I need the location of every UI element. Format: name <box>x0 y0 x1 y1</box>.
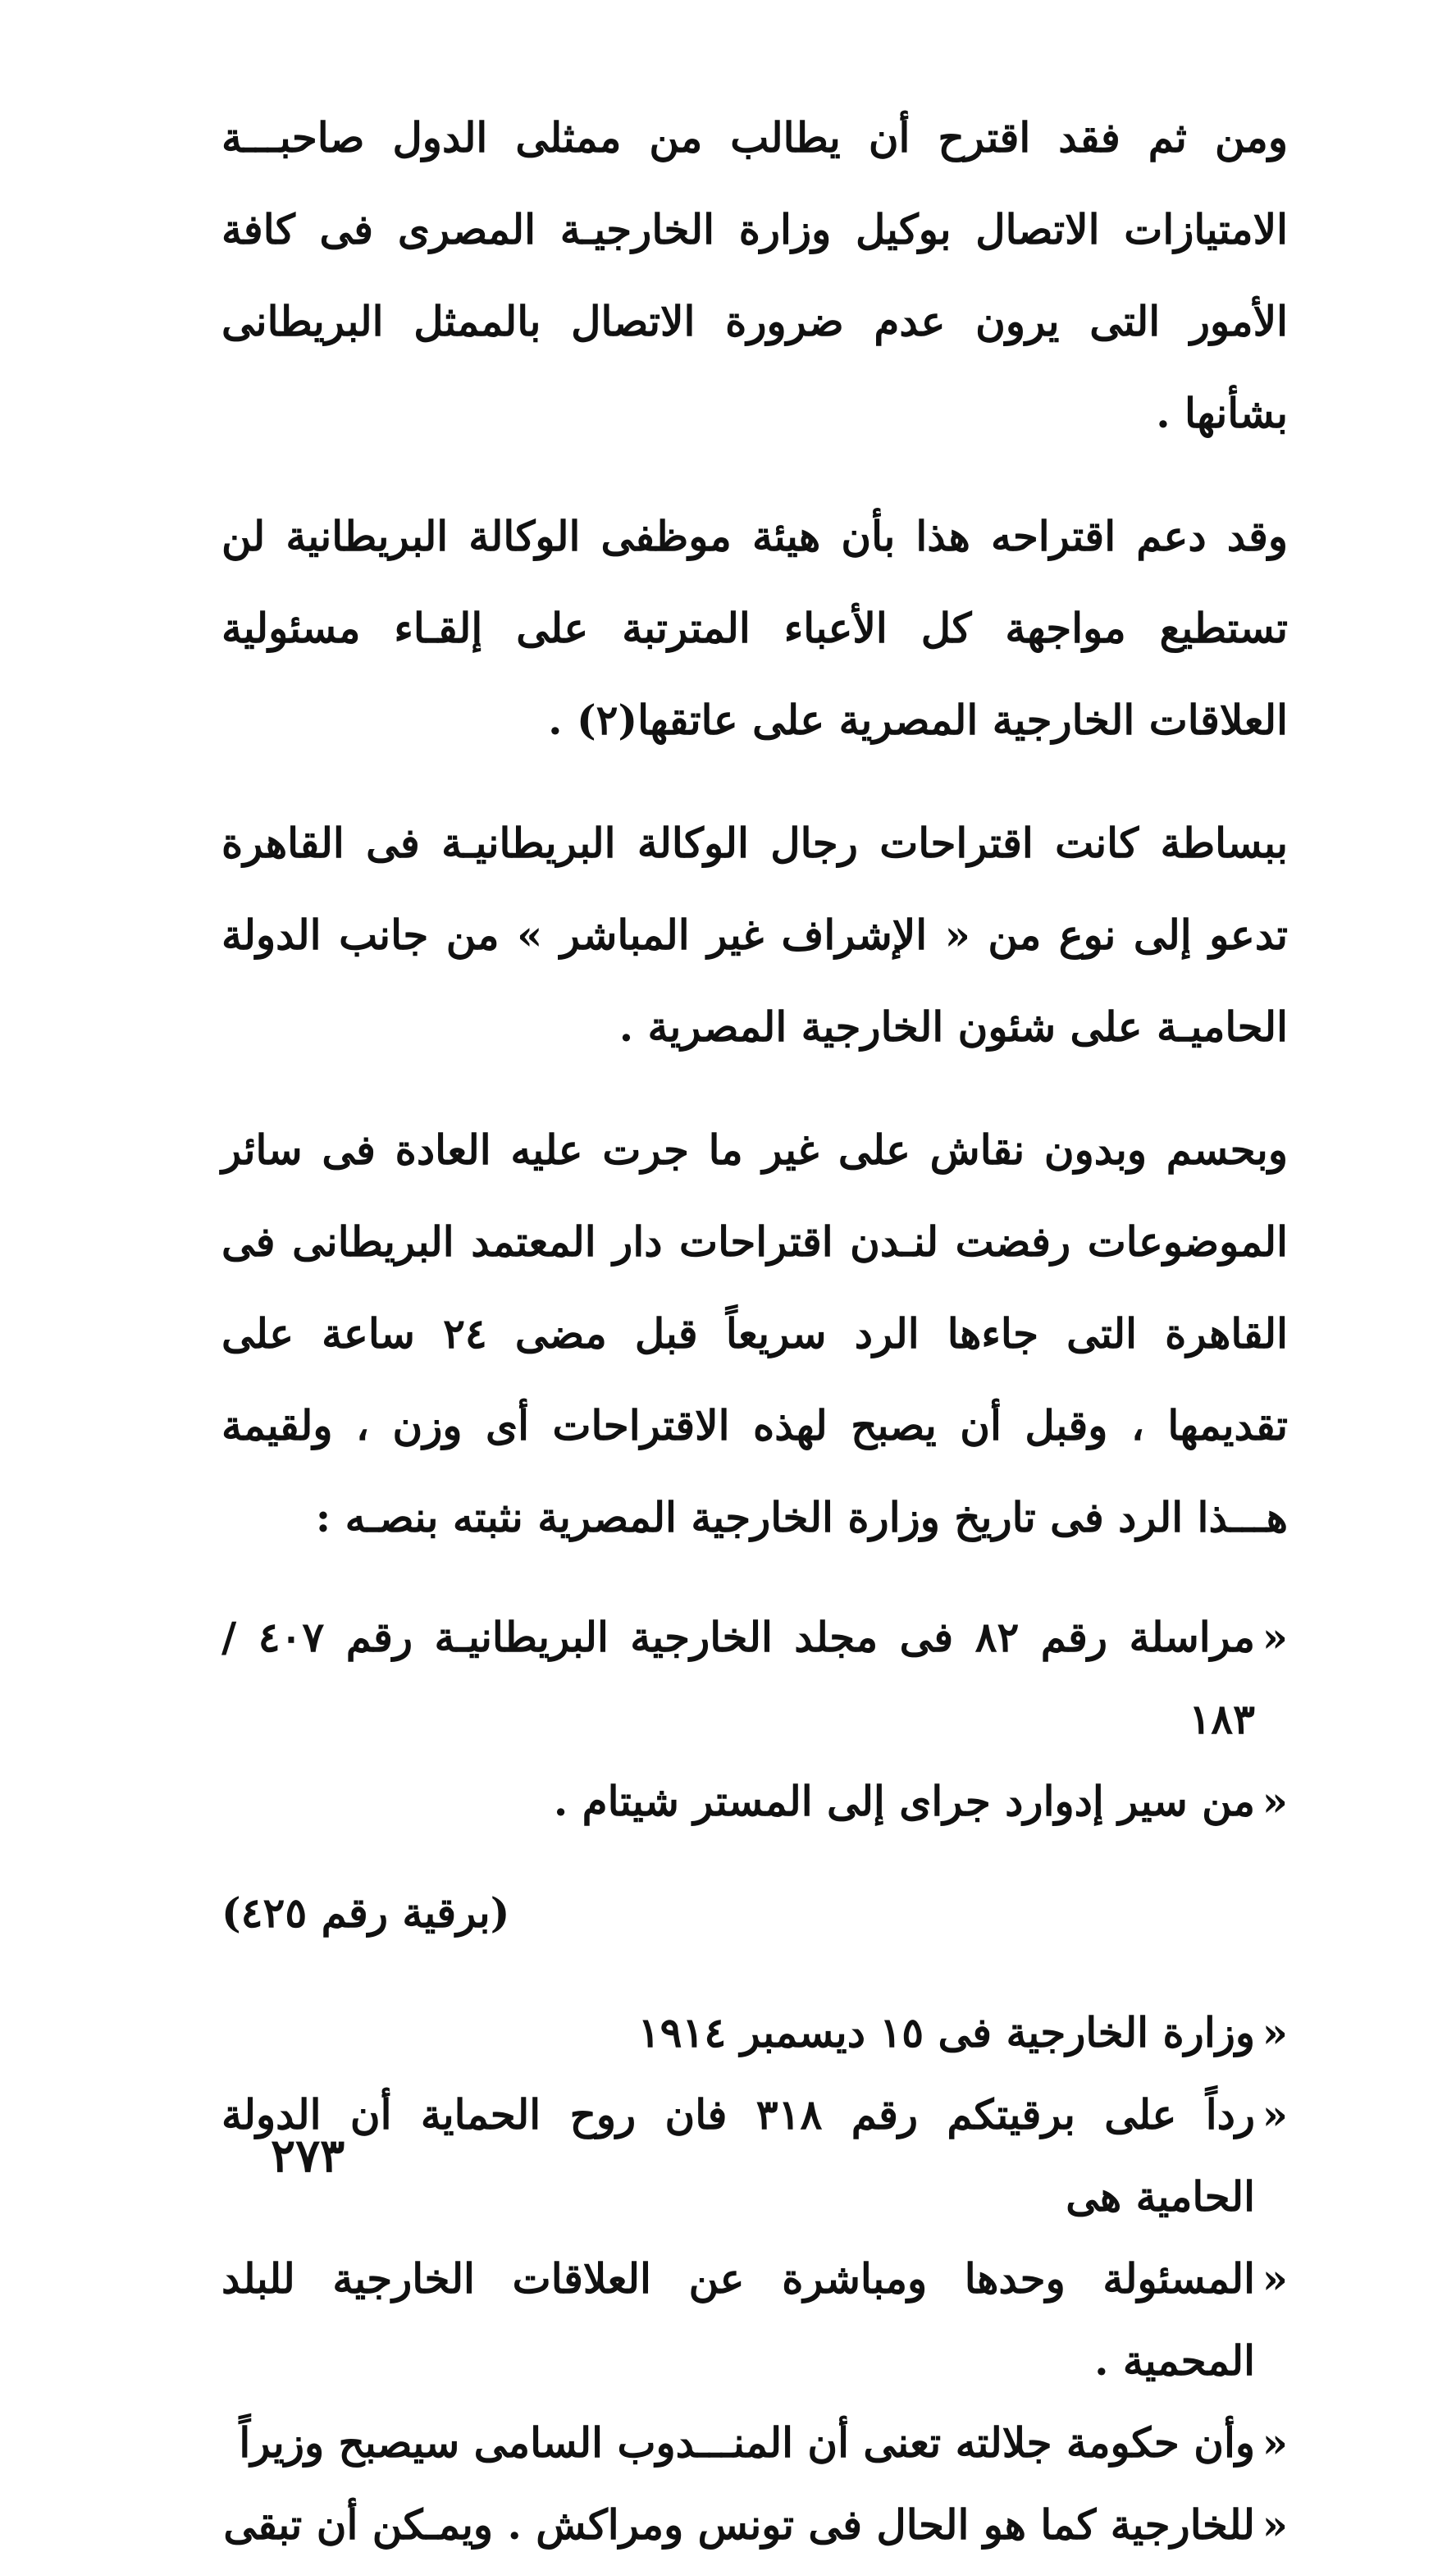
quote-line <box>221 1760 1288 1842</box>
paragraph: ببساطة كانت اقتراحات رجال الوكالة البريطانيـة فى القاهرة تدعو إلى نوع من « الإشراف غير المباشر » من جانب الدولة الحاميـة على شئون الخارجية المصرية . <box>221 819 1288 1051</box>
quote-line-text: للخارجية كما هو الحال فى تونس ومراكش . ويمـكن أن تبقى <box>223 2500 1255 2549</box>
quote-mark: « <box>1262 2254 1288 2303</box>
page-number: ٢٧٣ <box>271 2129 345 2183</box>
paragraph: وقد دعم اقتراحه هذا بأن هيئة موظفى الوكالة البريطانية لن تستطيع مواجهة كل الأعباء المترتبة على إلقـاء مسئولية العلاقات الخارجية المصرية على عاتقها(٢) . <box>221 512 1288 744</box>
quote-line <box>221 2402 1288 2484</box>
quote-line-text: من سير إدوارد جراى إلى المستر شيتام . <box>553 1777 1255 1825</box>
quote-line <box>221 2484 1288 2566</box>
telegram-label: (برقية رقم ٤٢٥) <box>221 1888 510 1937</box>
quote-mark: « <box>1262 2500 1288 2549</box>
quote-line <box>221 1596 1288 1760</box>
quote-line-text: مراسلة رقم ٨٢ فى مجلد الخارجية البريطانيـة رقم ٤٠٧ / ١٨٣ <box>221 1613 1256 1743</box>
quote-line <box>221 1992 1288 2074</box>
quote-line-text: رداً على برقيتكم رقم ٣١٨ فان روح الحماية أن الدولة الحامية هى <box>221 2090 1255 2221</box>
quote-line-text: المسئولة وحدها ومباشرة عن العلاقات الخارجية للبلد المحمية . <box>221 2254 1255 2385</box>
quote-line-text: وأن حكومة جلالته تعنى أن المنـــدوب السامى سيصبح وزيراً <box>239 2418 1255 2467</box>
quoted-dispatch <box>221 1596 1288 2566</box>
body-text <box>221 92 1288 2566</box>
quote-mark: « <box>1262 2418 1288 2467</box>
quote-mark: « <box>1262 1777 1288 1825</box>
quote-line <box>221 2238 1288 2402</box>
quote-line-text: وزارة الخارجية فى ١٥ ديسمبر ١٩١٤ <box>637 2008 1255 2057</box>
paragraph: وبحسم وبدون نقاش على غير ما جرت عليه العادة فى سائر الموضوعات رفضت لنـدن اقتراحات دار المعتمد البريطانى فى القاهرة التى جاءها الرد سريعاً قبل مضى ٢٤ ساعة على تقديمها ، وقبل أن يصبح لهذه الاقتراحات أى وزن ، ولقيمة هـــذا الرد فى تاريخ وزارة الخارجية المصرية نثبته بنصـه : <box>221 1125 1288 1541</box>
quote-mark: « <box>1262 2008 1288 2057</box>
paragraph: ومن ثم فقد اقترح أن يطالب من ممثلى الدول صاحبـــة الامتيازات الاتصال بوكيل وزارة الخارجيـة المصرى فى كافة الأمور التى يرون عدم ضرورة الاتصال بالممثل البريطانى بشأنها . <box>221 113 1288 437</box>
quote-line <box>221 2074 1288 2238</box>
quote-mark: « <box>1262 2090 1288 2139</box>
quote-mark: « <box>1262 1613 1288 1661</box>
